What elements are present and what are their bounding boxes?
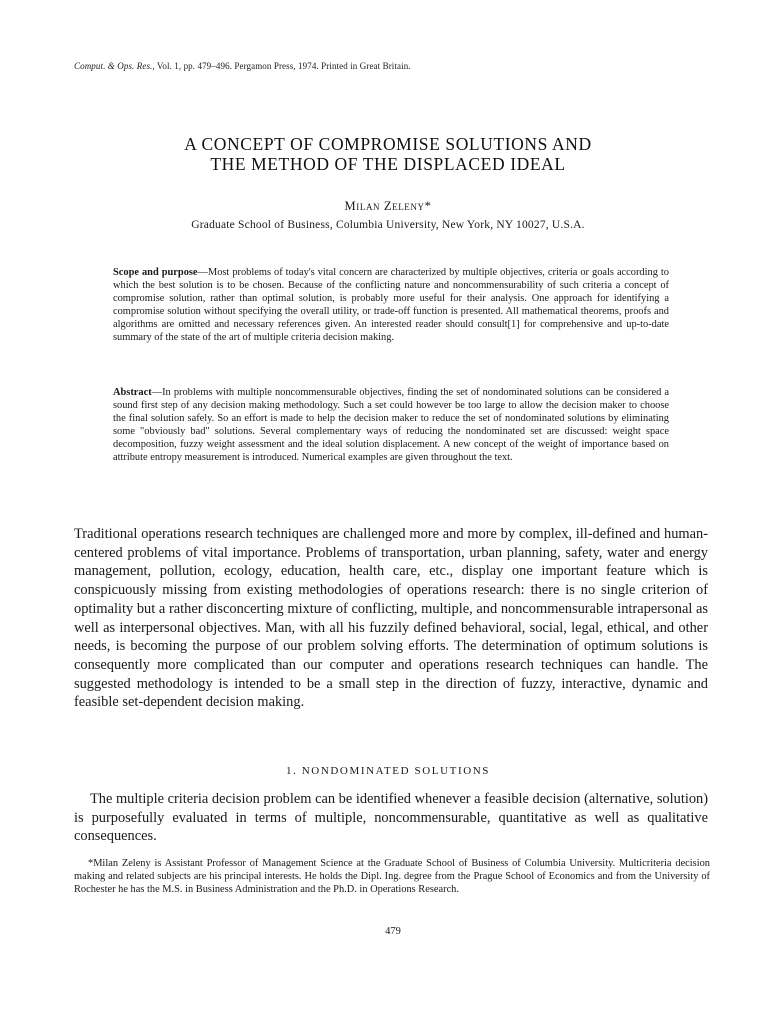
author-affiliation: Graduate School of Business, Columbia University, New York, NY 10027, U.S.A. [191, 219, 585, 231]
scope-and-purpose [113, 266, 669, 344]
scope-text: —Most problems of today's vital concern are characterized by multiple objectives, criteria or goals according to which the best solution is to be chosen. Because of the conflicting nature and noncommensurability of such criteria a concept of compromise solution, rather than optimal solution, is probably more useful for their analysis. One approach for identifying a compromise solution without specifying the overall utility, or trade-off function is presented. All mathematical theorems, proofs and algorithms are omitted and necessary references given. An interested reader should consult[1] for comprehensive and up-to-date summary of the state of the art of multiple criteria decision making. [113, 267, 669, 343]
title-line-1: A CONCEPT OF COMPROMISE SOLUTIONS AND [184, 134, 592, 154]
author-name [0, 199, 768, 214]
abstract-text: —In problems with multiple noncommensurable objectives, finding the set of nondominated solutions can be considered a sound first step of any decision making methodology. Such a set could however be too large to allow the decision maker to choose the final solution safely. So an effort is made to help the decision maker to reduce the set of nondominated solutions by eliminating some "obviously bad" solutions. Several complementary ways of reducing the nondominated set are discussed: weight space decomposition, fuzzy weight assessment and the ideal solution displacement. A new concept of the weight of importance based on attribute entropy measurement is introduced. Numerical examples are given throughout the text. [113, 387, 669, 463]
journal-abbrev: Comput. & Ops. Res., [74, 61, 155, 71]
abstract-label: Abstract [113, 387, 152, 398]
journal-reference [74, 61, 411, 71]
author-text: Milan Zeleny* [344, 199, 432, 213]
title-line-2: THE METHOD OF THE DISPLACED IDEAL [210, 154, 566, 174]
abstract [113, 386, 669, 464]
paper-title [0, 134, 768, 174]
author-footnote: *Milan Zeleny is Assistant Professor of Management Science at the Graduate School of Business of Columbia University. Multicriteria decision making and related subjects are his principal interests. He holds the Dipl. Ing. degree from the Prague School of Economics and from the University of Rochester he has the M.S. in Business Administration and the Ph.D. in Operations Research. [74, 858, 710, 895]
intro-paragraph: Traditional operations research techniques are challenged more and more by complex, ill-defined and human-centered problems of vital importance. Problems of transportation, urban planning, safety, water and energy management, pollution, ecology, education, health care, etc., display one important feature which is conspicuously missing from existing methodologies of operations research: there is no single criterion of optimality but a rather disconcerting mixture of conflicting, multiple, and noncommensurable intrapersonal as well as interpersonal objectives. Man, with all his fuzzily defined behavioral, social, legal, ethical, and other needs, is becoming the purpose of our problem solving efforts. The determination of optimum solutions is consequently more complicated than our computer and operations research techniques can handle. The suggested methodology is intended to be a small step in the direction of fuzzy, interactive, dynamic and feasible set-dependent decision making. [74, 526, 708, 711]
section-paragraph: The multiple criteria decision problem can be identified whenever a feasible decision (alternative, solution) is purposefully evaluated in terms of multiple, noncommensurable, quantitative as well as qualitative consequences. [74, 791, 708, 845]
scope-label: Scope and purpose [113, 267, 198, 278]
journal-citation: Vol. 1, pp. 479–496. Pergamon Press, 1974. Printed in Great Britain. [154, 61, 411, 71]
page-number: 479 [385, 926, 401, 937]
section-heading: 1. NONDOMINATED SOLUTIONS [285, 765, 491, 777]
